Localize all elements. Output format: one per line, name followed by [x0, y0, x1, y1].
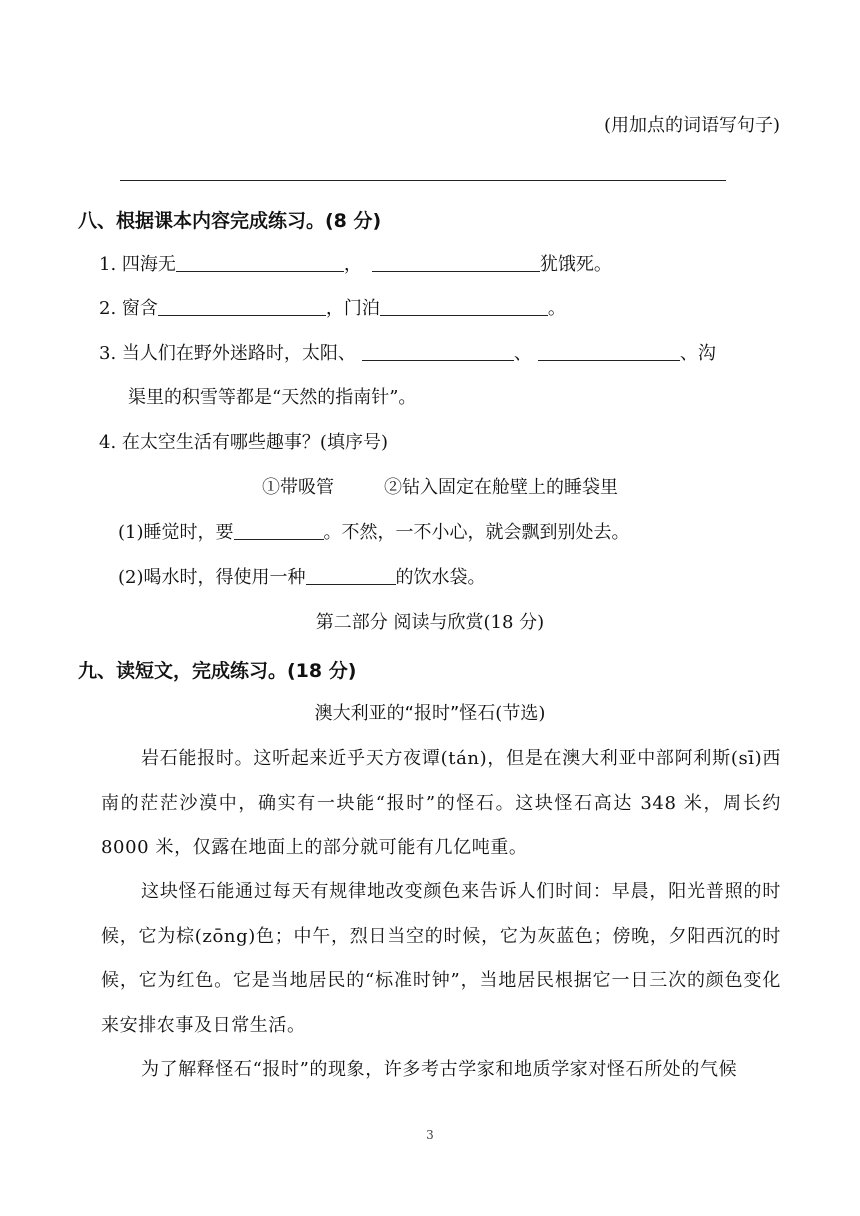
answer-blank[interactable] — [306, 566, 396, 585]
passage-title-main: 澳大利亚的“报时”怪石 — [314, 703, 496, 724]
question-text: 窗含 — [121, 298, 158, 319]
section-8-heading: 八、根据课本内容完成练习。(8 分) — [78, 210, 382, 232]
option-2: ②钻入固定在舱壁上的睡袋里 — [384, 477, 618, 498]
question-number: 3. — [99, 343, 117, 364]
question-1 — [99, 253, 612, 277]
question-number: 1. — [99, 254, 117, 275]
page-number: 3 — [426, 1128, 434, 1142]
answer-blank[interactable] — [372, 253, 540, 272]
writing-instruction: (用加点的词语写句子) — [603, 115, 780, 136]
question-text: 、 — [513, 343, 532, 364]
passage-title-note: (节选) — [495, 703, 546, 724]
question-text: 当人们在野外迷路时，太阳、 — [121, 343, 356, 364]
answer-blank[interactable] — [234, 521, 324, 540]
question-3 — [99, 342, 716, 366]
answer-line[interactable] — [120, 180, 726, 181]
question-text: ，门泊 — [325, 298, 380, 319]
question-4 — [99, 431, 388, 455]
answer-blank[interactable] — [538, 342, 680, 361]
passage-paragraph-3: 为了解释怪石“报时”的现象，许多考古学家和地质学家对怪石所处的气候 — [141, 1059, 738, 1080]
question-4-sub-2 — [118, 566, 486, 590]
part-2-title: 第二部分 阅读与欣赏(18 分) — [315, 612, 545, 633]
answer-blank[interactable] — [158, 297, 326, 316]
passage-paragraph-2: 这块怪石能通过每天有规律地改变颜色来告诉人们时间：早晨，阳光普照的时候，它为棕(zōng)色；中午，烈日当空的时候，它为灰蓝色；傍晚，夕阳西沉的时候，它为红色。它是当地居民的“标准时钟”，当地居民根据它一日三次的颜色变化来安排农事及日常生活。 — [101, 881, 781, 1036]
question-2 — [99, 297, 566, 321]
question-text: 、沟 — [679, 343, 716, 364]
passage-paragraph-1: 岩石能报时。这听起来近乎天方夜谭(tán)，但是在澳大利亚中部阿利斯(sī)西南的茫茫沙漠中，确实有一块能“报时”的怪石。这块怪石高达 348 米，周长约 8000 米，仅露在地面上的部分就可能有几亿吨重。 — [101, 748, 781, 858]
question-text: 。 — [547, 298, 566, 319]
option-1: ①带吸管 — [262, 477, 334, 498]
question-text: 四海无 — [121, 254, 176, 275]
passage-title — [0, 702, 860, 726]
answer-blank[interactable] — [380, 297, 548, 316]
answer-blank[interactable] — [176, 253, 344, 272]
question-text: (1)睡觉时，要 — [118, 522, 234, 543]
question-text: 犹饿死。 — [539, 254, 612, 275]
question-number: 4. — [99, 432, 117, 453]
section-9-heading: 九、读短文，完成练习。(18 分) — [78, 660, 357, 682]
question-text: ， — [343, 254, 362, 275]
question-3-continued: 渠里的积雪等都是“天然的指南针”。 — [128, 387, 417, 408]
answer-blank[interactable] — [362, 342, 514, 361]
question-number: 2. — [99, 298, 117, 319]
question-text: 。不然，一不小心，就会飘到别处去。 — [323, 522, 630, 543]
question-text: 在太空生活有哪些趣事？(填序号) — [121, 432, 388, 453]
question-text: (2)喝水时，得使用一种 — [118, 567, 306, 588]
question-4-sub-1 — [118, 521, 630, 545]
question-text: 的饮水袋。 — [395, 567, 486, 588]
